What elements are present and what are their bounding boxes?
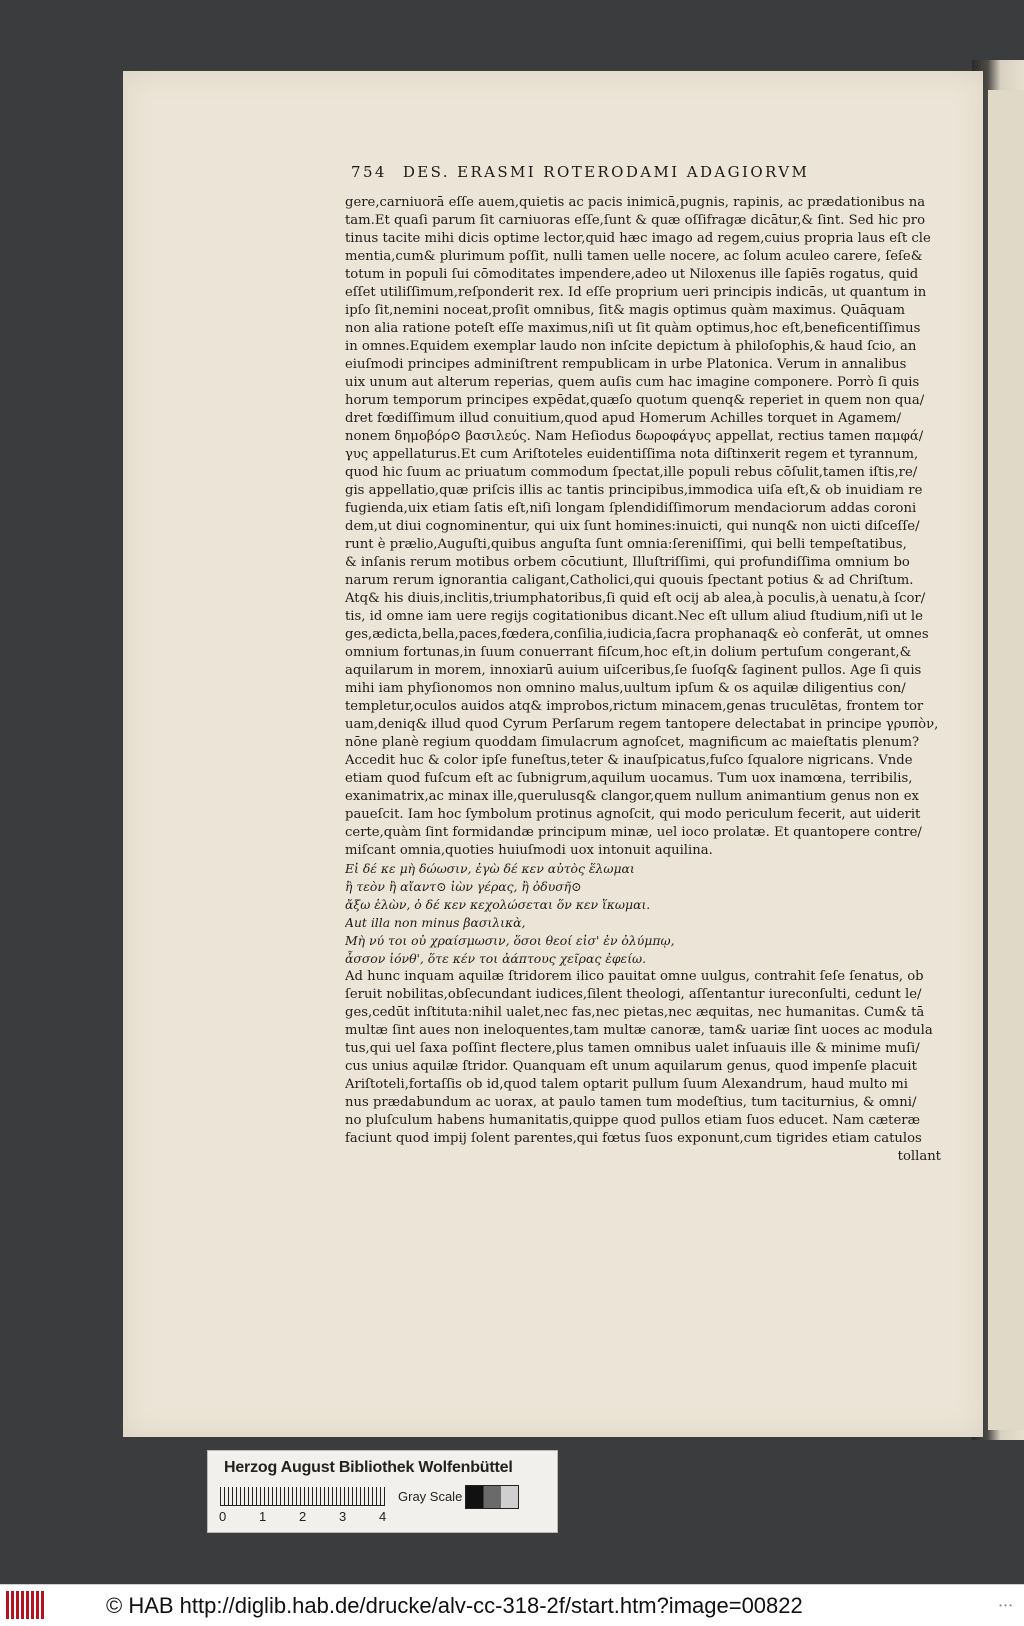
text-line: templetur,oculos auidos atq& improbos,rictum minacem,genas truculētas, frontem tor	[345, 699, 924, 714]
library-label	[207, 1450, 558, 1533]
text-line: multæ ſint aues non ineloquentes,tam multæ canoræ, tam& uariæ ſint uoces ac modula	[345, 1023, 933, 1038]
footer-dots: • • •	[999, 1601, 1012, 1610]
footer-url[interactable]: © HAB http://diglib.hab.de/drucke/alv-cc-318-2f/start.htm?image=00822	[106, 1593, 803, 1618]
text-line: tus,qui uel ſaxa poſſint flectere,plus tamen omnibus ualet inſuauis ille & minime muſi/	[345, 1041, 920, 1056]
text-line: mihi iam phyſionomos non omnino malus,uultum ipſum & os aquilæ diligentius con/	[345, 681, 906, 696]
text-line: ipſo ſit,nemini noceat,proſit omnibus, ſit& magis optimus quàm maximus. Quāquam	[345, 303, 905, 318]
text-line: Accedit huc & color ipſe funeſtus,teter & inauſpicatus,fuſco ſqualore nigricans. Vnde	[345, 753, 913, 768]
text-line: exanimatrix,ac minax ille,querulusq& clangor,quem nullum animantium genus non ex	[345, 789, 919, 804]
ruler-number: 0	[219, 1509, 227, 1524]
page-number: 754	[351, 163, 387, 181]
ruler-number: 3	[339, 1509, 347, 1524]
text-line: totum in populi ſui cōmoditates impendere,adeo ut Niloxenus ille ſapiēs rogatus, quid	[345, 267, 919, 282]
text-line: Ad hunc inquam aquilæ ſtridorem ilico pauitat omne uulgus, contrahit ſeſe ſenatus, ob	[345, 969, 924, 984]
text-line: nus prædabundum ac uorax, at paulo tamen tum modeſtius, tum taciturnius, & omni/	[345, 1095, 917, 1110]
text-line: tam.Et quaſi parum ſit carniuoras eſſe,ſunt & quæ oſſifragæ dicātur,& ſint. Sed hic pro	[345, 213, 926, 228]
text-line: narum rerum ignorantia caligant,Catholici,qui quouis ſpectant potius & ad Chriſtum.	[345, 573, 914, 588]
library-name: Herzog August Bibliothek Wolfenbüttel	[224, 1459, 513, 1476]
running-head-title: DES. ERASMI ROTERODAMI ADAGIORVM	[402, 163, 810, 181]
catchword: tollant	[897, 1149, 941, 1164]
ruler-number: 2	[299, 1509, 307, 1524]
body-lines	[345, 194, 949, 860]
text-line: etiam quod fuſcum eſt ac ſubnigrum,aquilum uocamus. Tum uox inamœna, terribilis,	[345, 771, 913, 786]
greek-line: Aut illa non minus βασιλικὰ,	[345, 915, 526, 930]
greek-line: Εἰ δέ κε μὴ δώωσιν, ἐγὼ δέ κεν αὐτὸς ἕλωμαι	[345, 861, 635, 876]
text-line: horum temporum principes expēdat,quæſo quotum quenq& reperiet in quem non qua/	[345, 393, 925, 408]
greek-line: ἄξω ἑλὼν, ὁ δέ κεν κεχολώσεται ὅν κεν ἵκωμαι.	[345, 897, 651, 912]
text-line: uam,deniq& illud quod Cyrum Perſarum regem tantopere delectabat in principe γρυπὸν,	[345, 717, 939, 732]
ruler-scale	[220, 1487, 385, 1506]
text-line: no pluſculum habens humanitatis,quippe quod pullos etiam ſuos educet. Nam cæteræ	[345, 1113, 920, 1128]
greek-quotation	[345, 860, 949, 968]
book-page	[123, 71, 983, 1437]
text-line: dem,ut diui cognominentur, qui uix ſunt homines:inuicti, qui nunq& non uicti diſceſſe/	[345, 519, 920, 534]
text-line: uix unum aut alterum reperias, quem auſis cum hac imagine componere. Porrò ſi quis	[345, 375, 920, 390]
text-line: non alia ratione poteſt eſſe maximus,niſi ut ſit quàm optimus,hoc eſt,beneficentiſſimus	[345, 321, 921, 336]
text-line: in omnes.Equidem exemplar laudo non inſcite depictum à philoſophis,& haud ſcio, an	[345, 339, 917, 354]
text-line: gere,carniuorā eſſe auem,quietis ac pacis inimicā,pugnis, rapinis, ac prædationibus na	[345, 195, 926, 210]
ruler-number: 1	[259, 1509, 267, 1524]
text-line: ſeruit nobilitas,obſecundant iudices,ſilent theologi, aſſentantur iureconſulti, cedunt le/	[345, 987, 922, 1002]
body-lines-after	[345, 968, 949, 1148]
text-line: Atq& his diuis,inclitis,triumphatoribus,ſi quid eſt ocij ab alea,à poculis,à uenatu,à ſcor/	[345, 591, 926, 606]
text-line: eiuſmodi principes adminiſtrent rempublicam in urbe Platonica. Verum in annalibus	[345, 357, 907, 372]
running-head	[351, 163, 911, 181]
greek-line: Μὴ νύ τοι οὐ χραίσμωσιν, ὅσοι θεοί εἰσ' ἐν ὀλύμπῳ,	[345, 933, 675, 948]
text-line: nonem δημοβόρ⊙ βασιλεύς. Nam Heſiodus δωροφάγυς appellat, rectius tamen παμφά/	[345, 429, 924, 444]
text-line: mentia,cum& plurimum poſſit, nulli tamen uelle nocere, ac ſolum aculeo carere, ſeſe&	[345, 249, 923, 264]
gray-scale-swatch	[465, 1485, 519, 1509]
text-line: faciunt quod impij ſolent parentes,qui fœtus ſuos exponunt,cum tigrides etiam catulos	[345, 1131, 922, 1146]
text-line: omnium fortunas,in ſuum conuerrant fiſcum,hoc eſt,in dolium pertuſum congerant,&	[345, 645, 912, 660]
text-line: miſcant omnia,quoties huiuſmodi uox intonuit aquilina.	[345, 843, 713, 858]
text-line: γυς appellaturus.Et cum Ariſtoteles euidentiſſima nota diſtinxerit regem et tyrannum,	[345, 447, 919, 462]
text-line: certe,quàm ſint formidandæ principum minæ, uel ioco prolatæ. Et quantopere contre/	[345, 825, 922, 840]
text-line: tinus tacite mihi dicis optime lector,quid hæc imago ad regem,cuius propria laus eſt cle	[345, 231, 931, 246]
text-line: nōne planè regium quoddam ſimulacrum agnoſcet, magnificum ac maieſtatis plenum?	[345, 735, 920, 750]
gray-scale-label: Gray Scale	[398, 1489, 463, 1504]
text-line: & inſanis rerum motibus orbem cōcutiunt, Illuſtriſſimi, qui profundiſſima omnium bo	[345, 555, 910, 570]
text-line: cus unius aquilæ ſtridor. Quanquam eſt unum aquilarum genus, quod impenſe placuit	[345, 1059, 917, 1074]
next-page-edge	[988, 90, 1024, 1430]
text-line: aquilarum in morem, innoxiarū auium uiſceribus,ſe ſuoſq& ſaginent pullos. Age ſi quis	[345, 663, 922, 678]
ruler-number: 4	[379, 1509, 387, 1524]
text-line: Ariſtoteli,fortaſſis ob id,quod talem optarit pullum ſuum Alexandrum, haud multo mi	[345, 1077, 908, 1092]
text-line: paueſcit. Iam hoc ſymbolum protinus agnoſcit, qui modo periculum fecerit, aut uiderit	[345, 807, 921, 822]
text-line: dret fœdiſſimum illud conuitium,quod apud Homerum Achilles torquet in Agamem/	[345, 411, 902, 426]
text-line: quod hic ſuum ac priuatum commodum ſpectat,ille populi rebus cōſulit,tamen iſtis,re/	[345, 465, 918, 480]
text-line: gis appellatio,quæ priſcis illis ac tantis principibus,immodica uiſa eſt,& ob inuidiam re	[345, 483, 923, 498]
text-line: fugienda,uix etiam ſatis eſt,niſi longam ſplendidiſſimorum mendaciorum addas coroni	[345, 501, 917, 516]
text-line: eſſet utiliſſimum,reſponderit rex. Id eſſe proprium ueri principis indicās, ut quantum in	[345, 285, 927, 300]
text-line: ges,ædicta,bella,paces,fœdera,conſilia,iudicia,ſacra prophanaq& eò conferāt, ut omnes	[345, 627, 929, 642]
greek-line: ἢ τεὸν ἢ αἴαντ⊙ ἰὼν γέρας, ἢ ὀδυσῆ⊙	[345, 879, 582, 894]
text-block	[345, 194, 949, 1166]
text-line: ges,cedūt inſtituta:nihil ualet,nec fas,nec pietas,nec æquitas, nec humanitas. Cum& tā	[345, 1005, 925, 1020]
text-line: runt è prælio,Auguſti,quibus anguſta ſunt omnia:ſereniſſimi, qui belli tempeſtatibus,	[345, 537, 907, 552]
hab-logo-icon	[6, 1591, 46, 1619]
text-line: tis, id omne iam uere regijs cogitationibus dicant.Nec eſt ullum aliud ſtudium,niſi ut le	[345, 609, 923, 624]
footer-bar	[0, 1584, 1024, 1626]
greek-line: ἆσσον ἰόνθ', ὅτε κέν τοι ἀάπτους χεῖρας ἐφείω.	[345, 951, 647, 966]
